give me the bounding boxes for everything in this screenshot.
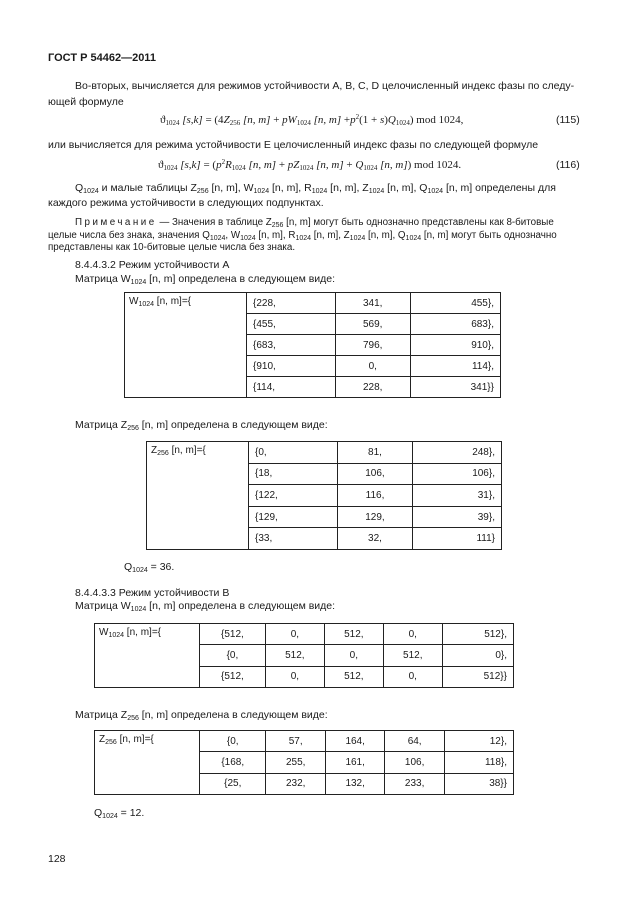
matrix-cell: 32, <box>338 528 413 550</box>
matrix-cell: 683}, <box>410 314 500 335</box>
q-mode-b: $Q_{1024} = 12$. <box>94 807 145 820</box>
matrix-cell: 796, <box>335 335 410 356</box>
matrix-cell: {0, <box>249 442 338 464</box>
matrix-cell: 512, <box>324 624 383 645</box>
matrix-cell: 31}, <box>412 485 501 507</box>
matrix-cell: 233, <box>385 773 444 794</box>
matrix-cell: {512, <box>200 624 266 645</box>
matrix-cell: {122, <box>249 485 338 507</box>
matrix-cell: 341, <box>335 293 410 314</box>
matrix-cell: 106, <box>338 463 413 485</box>
matrix-cell: 455}, <box>410 293 500 314</box>
matrix-cell: 228, <box>335 377 410 398</box>
matrix-cell: {18, <box>249 463 338 485</box>
matrix-cell: 0, <box>335 356 410 377</box>
matrix-cell: 0, <box>383 666 442 687</box>
equation-116: $ϑ_{1024}$ $[s,k] = (p^2R_{1024}$ [n, $m] + pZ_{1024}$ [n, $m] + Q_{1024}$ [n, m]) mod 1024. <box>158 158 462 172</box>
note-line-2: целые числа без знака, значения $Q_{1024}$, $W_{1024}$ [n, m], $R_{1024}$ [n, m], $Z_{1024}$ [n, m], $Q_{1024}$ [n, m] могут быть однозначно <box>48 230 557 242</box>
matrix-cell: {683, <box>247 335 336 356</box>
section-b-w-intro: Матрица $W_{1024}$ [n, m] определена в следующем виде: <box>75 600 336 613</box>
matrix-cell: 111} <box>412 528 501 550</box>
note-label: Примечание <box>75 217 157 228</box>
matrix-cell: 0, <box>265 666 324 687</box>
matrix-cell: 114}, <box>410 356 500 377</box>
matrix-row <box>147 442 502 464</box>
note-line-3: представлены как 10-битовые целые числа без знака. <box>48 242 296 253</box>
matrix-w-mode-b <box>94 623 514 688</box>
section-b-z-intro: Матрица $Z_{256}$ [n, m] определена в следующем виде: <box>75 709 328 722</box>
matrix-cell: 57, <box>266 731 325 752</box>
matrix-cell: 0}, <box>442 645 513 666</box>
matrix-cell: {0, <box>200 645 266 666</box>
matrix-z-mode-b <box>94 730 514 795</box>
matrix-cell: 0, <box>324 645 383 666</box>
matrix-cell: 512, <box>324 666 383 687</box>
matrix-label: $W_{1024}$ [n, m]={ <box>125 293 247 398</box>
matrix-row <box>95 624 514 645</box>
paragraph-3-line-1: $Q_{1024}$ и малые таблицы $Z_{256}$ [n, m], $W_{1024}$ [n, m], $R_{1024}$ [n, m], $Z_{1024}$ [n, m], $Q_{1024}$ [n, m] определены для <box>75 182 556 195</box>
matrix-cell: {512, <box>200 666 266 687</box>
matrix-cell: 0, <box>383 624 442 645</box>
paragraph-2: или вычисляется для режима устойчивости E целочисленный индекс фазы по следующей формуле <box>48 139 539 151</box>
matrix-cell: {455, <box>247 314 336 335</box>
paragraph-1-line-2: ющей формуле <box>48 96 124 108</box>
matrix-row <box>125 293 501 314</box>
matrix-cell: 38}} <box>444 773 513 794</box>
section-a-z-intro: Матрица $Z_{256}$ [n, m] определена в следующем виде: <box>75 419 328 432</box>
matrix-cell: 81, <box>338 442 413 464</box>
matrix-cell: {129, <box>249 506 338 528</box>
section-a-title: 8.4.4.3.2 Режим устойчивости А <box>75 259 230 271</box>
matrix-cell: {33, <box>249 528 338 550</box>
matrix-z-mode-a <box>146 441 502 550</box>
matrix-cell: 129, <box>338 506 413 528</box>
matrix-cell: 255, <box>266 752 325 773</box>
matrix-cell: 64, <box>385 731 444 752</box>
matrix-cell: {25, <box>200 773 266 794</box>
matrix-cell: 910}, <box>410 335 500 356</box>
equation-115-number: (115) <box>556 114 580 126</box>
matrix-cell: 0, <box>265 624 324 645</box>
matrix-cell: 106}, <box>412 463 501 485</box>
section-a-w-intro: Матрица $W_{1024}$ [n, m] определена в следующем виде: <box>75 273 336 286</box>
matrix-cell: 569, <box>335 314 410 335</box>
note-line-1: Примечание — Значения в таблице $Z_{256}$ [n, m] могут быть однозначно представлены как 8-битовые <box>75 217 554 229</box>
matrix-cell: 132, <box>325 773 384 794</box>
matrix-row <box>95 731 514 752</box>
equation-116-number: (116) <box>556 159 580 171</box>
matrix-label: $W_{1024}$ [n, m]={ <box>95 624 200 688</box>
paragraph-3-line-2: каждого режима устойчивости в следующих подпунктах. <box>48 197 324 209</box>
matrix-cell: 341}} <box>410 377 500 398</box>
matrix-cell: 232, <box>266 773 325 794</box>
matrix-cell: 106, <box>385 752 444 773</box>
equation-115: $ϑ_{1024}$ $[s,k] = (4Z_{256}$ [n, $m] + pW_{1024}$ [n, $m] +p^2(1 + s)Q_{1024}$) mod 1024, <box>160 113 464 127</box>
matrix-cell: 512}} <box>442 666 513 687</box>
matrix-cell: {168, <box>200 752 266 773</box>
matrix-cell: 512, <box>265 645 324 666</box>
matrix-cell: 512}, <box>442 624 513 645</box>
matrix-w-mode-a <box>124 292 501 398</box>
document-header: ГОСТ Р 54462—2011 <box>48 52 156 64</box>
matrix-label: $Z_{256}$ [n, m]={ <box>147 442 249 550</box>
paragraph-1-line-1: Во-вторых, вычисляется для режимов устойчивости A, B, C, D целочисленный индекс фазы по следу- <box>75 80 575 92</box>
matrix-label: $Z_{256}$ [n, m]={ <box>95 731 200 795</box>
section-b-title: 8.4.4.3.3 Режим устойчивости В <box>75 587 230 599</box>
matrix-cell: {910, <box>247 356 336 377</box>
matrix-cell: 116, <box>338 485 413 507</box>
matrix-cell: {228, <box>247 293 336 314</box>
matrix-cell: 248}, <box>412 442 501 464</box>
matrix-cell: {0, <box>200 731 266 752</box>
matrix-cell: 161, <box>325 752 384 773</box>
matrix-cell: {114, <box>247 377 336 398</box>
matrix-cell: 39}, <box>412 506 501 528</box>
matrix-cell: 12}, <box>444 731 513 752</box>
page-number: 128 <box>48 853 66 865</box>
matrix-cell: 118}, <box>444 752 513 773</box>
matrix-cell: 164, <box>325 731 384 752</box>
q-mode-a: $Q_{1024} = 36$. <box>124 561 175 574</box>
matrix-cell: 512, <box>383 645 442 666</box>
